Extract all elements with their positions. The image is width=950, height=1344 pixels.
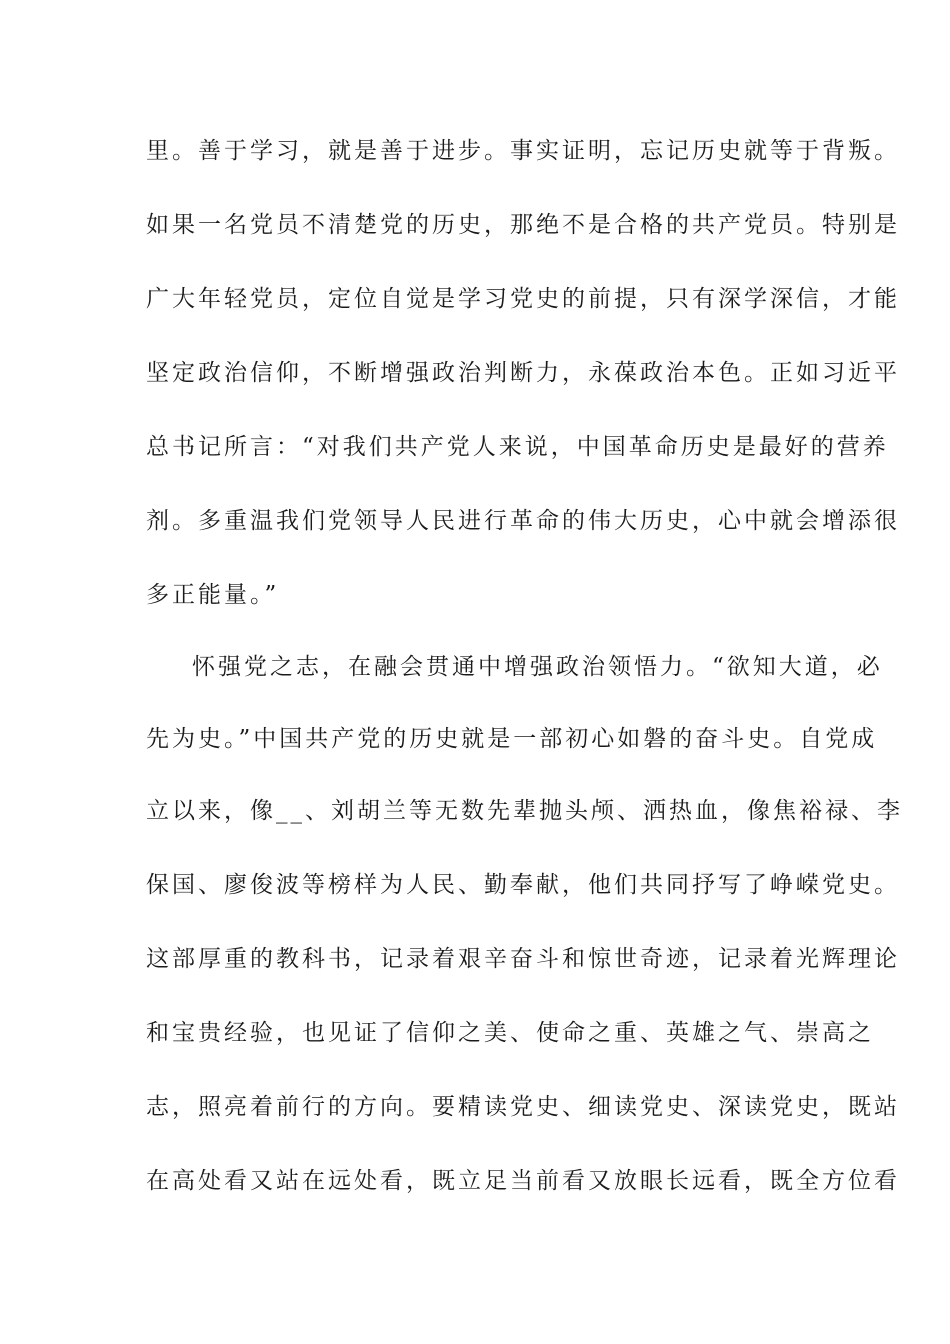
text-line: 多正能量。” [146,582,280,608]
text-line: 里。善于学习，就是善于进步。事实证明，忘记历史就等于背叛。 [146,138,900,164]
text-line: 广大年轻党员，定位自觉是学习党史的前提，只有深学深信，才能 [146,286,900,312]
text-line: 坚定政治信仰，不断增强政治判断力，永葆政治本色。正如习近平 [146,360,900,386]
paragraph-first-line: 怀强党之志，在融会贯通中增强政治领悟力。“欲知大道，必 [192,654,883,680]
text-line: 立以来，像__、刘胡兰等无数先辈抛头颅、洒热血，像焦裕禄、李 [146,798,903,824]
text-line: 志，照亮着前行的方向。要精读党史、细读党史、深读党史，既站 [146,1094,900,1120]
text-line: 和宝贵经验，也见证了信仰之美、使命之重、英雄之气、崇高之 [146,1020,874,1046]
text-line: 先为史。”中国共产党的历史就是一部初心如磐的奋斗史。自党成 [146,726,878,752]
text-line: 保国、廖俊波等榜样为人民、勤奉献，他们共同抒写了峥嵘党史。 [146,872,900,898]
text-line: 总书记所言：“对我们共产党人来说，中国革命历史是最好的营养 [146,434,889,460]
text-line: 这部厚重的教科书，记录着艰辛奋斗和惊世奇迹，记录着光辉理论 [146,946,900,972]
text-line: 剂。多重温我们党领导人民进行革命的伟大历史，心中就会增添很 [146,508,900,534]
text-line: 在高处看又站在远处看，既立足当前看又放眼长远看，既全方位看 [146,1168,900,1194]
text-line: 如果一名党员不清楚党的历史，那绝不是合格的共产党员。特别是 [146,212,900,238]
